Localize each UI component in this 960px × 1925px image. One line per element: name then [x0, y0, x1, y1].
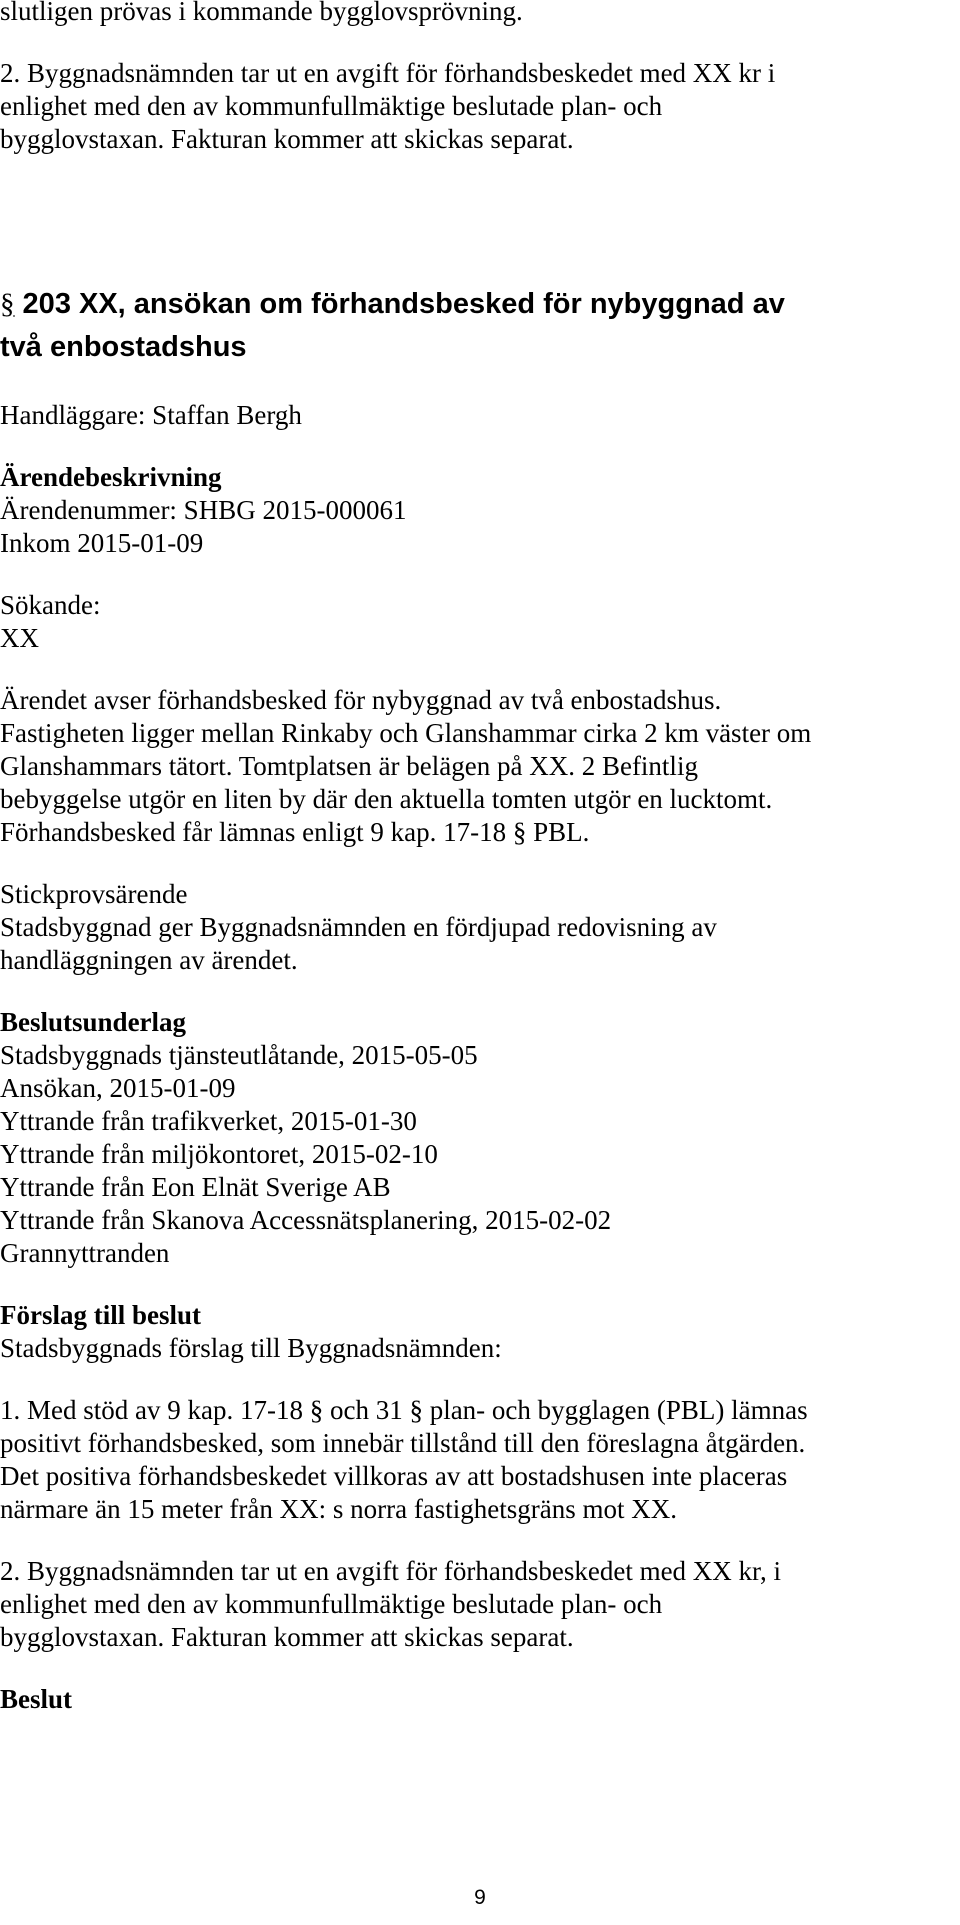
beslutsunderlag-title: Beslutsunderlag	[0, 1007, 187, 1037]
text-line: enlighet med den av kommunfullmäktige beslutade plan- och	[0, 91, 663, 121]
description-line: bebyggelse utgör en liten by där den aktuella tomten utgör en lucktomt.	[0, 784, 773, 814]
forslag-line: Det positiva förhandsbeskedet villkoras av att bostadshusen inte placeras	[0, 1461, 788, 1491]
text-line: slutligen prövas i kommande bygglovsprövning.	[0, 0, 523, 26]
page-number: 9	[474, 1886, 486, 1909]
heading-line-2: två enbostadshus	[0, 331, 247, 363]
forslag-title: Förslag till beslut	[0, 1300, 201, 1330]
forslag-line: 2. Byggnadsnämnden tar ut en avgift för förhandsbeskedet med XX kr, i	[0, 1556, 781, 1586]
arendenummer: Ärendenummer: SHBG 2015-000061	[0, 495, 407, 525]
description-line: Glanshammars tätort. Tomtplatsen är belägen på XX. 2 Befintlig	[0, 751, 698, 781]
stickprov-title: Stickprovsärende	[0, 879, 188, 909]
forslag-line: enlighet med den av kommunfullmäktige beslutade plan- och	[0, 1589, 663, 1619]
forslag-line: 1. Med stöd av 9 kap. 17-18 § och 31 § plan- och bygglagen (PBL) lämnas	[0, 1395, 808, 1425]
underlag-item: Yttrande från Eon Elnät Sverige AB	[0, 1172, 391, 1202]
previous-decision-text	[0, 0, 960, 156]
forslag-line: närmare än 15 meter från XX: s norra fastighetsgräns mot XX.	[0, 1494, 678, 1524]
stickprov-line: Stadsbyggnad ger Byggnadsnämnden en fördjupad redovisning av	[0, 912, 717, 942]
sokande-label: Sökande:	[0, 590, 101, 620]
section-heading	[0, 283, 960, 369]
case-body	[0, 399, 960, 1716]
underlag-item: Yttrande från Skanova Accessnätsplanering, 2015-02-02	[0, 1205, 612, 1235]
sokande-value: XX	[0, 623, 39, 653]
text-line: 2. Byggnadsnämnden tar ut en avgift för förhandsbeskedet med XX kr i	[0, 58, 776, 88]
underlag-item: Ansökan, 2015-01-09	[0, 1073, 236, 1103]
description-line: Ärendet avser förhandsbesked för nybyggnad av två enbostadshus.	[0, 685, 722, 715]
section-sign: §	[0, 288, 15, 320]
heading-text: 203 XX, ansökan om förhandsbesked för nybyggnad av	[14, 288, 785, 320]
underlag-item: Stadsbyggnads tjänsteutlåtande, 2015-05-05	[0, 1040, 478, 1070]
underlag-item: Yttrande från trafikverket, 2015-01-30	[0, 1106, 417, 1136]
forslag-intro: Stadsbyggnads förslag till Byggnadsnämnden:	[0, 1333, 502, 1363]
stickprov-line: handläggningen av ärendet.	[0, 945, 298, 975]
underlag-item: Grannyttranden	[0, 1238, 170, 1268]
handlaggare: Handläggare: Staffan Bergh	[0, 400, 302, 430]
arendebeskrivning-title: Ärendebeskrivning	[0, 462, 222, 492]
forslag-line: bygglovstaxan. Fakturan kommer att skickas separat.	[0, 1622, 574, 1652]
heading-line-1	[0, 283, 960, 326]
description-line: Fastigheten ligger mellan Rinkaby och Glanshammar cirka 2 km väster om	[0, 718, 812, 748]
underlag-item: Yttrande från miljökontoret, 2015-02-10	[0, 1139, 438, 1169]
inkom-date: Inkom 2015-01-09	[0, 528, 204, 558]
description-line: Förhandsbesked får lämnas enligt 9 kap. 17-18 § PBL.	[0, 817, 590, 847]
forslag-line: positivt förhandsbesked, som innebär tillstånd till den föreslagna åtgärden.	[0, 1428, 806, 1458]
text-line: bygglovstaxan. Fakturan kommer att skickas separat.	[0, 124, 574, 154]
beslut-title: Beslut	[0, 1684, 73, 1714]
